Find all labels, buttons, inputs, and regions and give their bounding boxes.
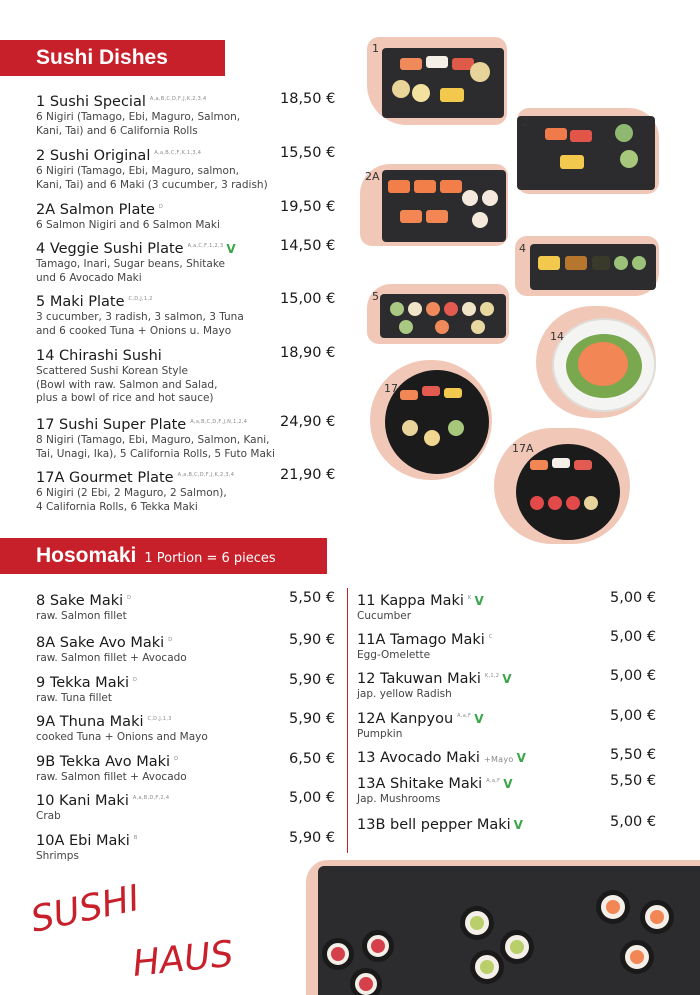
maki-allergen: D — [127, 595, 132, 601]
maki-allergen: D — [174, 756, 179, 762]
maki-allergen: C,D,J,1,3 — [147, 716, 172, 722]
hosomaki-subtitle: 1 Portion = 6 pieces — [144, 550, 276, 566]
maki-name: 11 Kappa Maki — [357, 593, 464, 609]
column-divider — [347, 588, 348, 853]
salmon-maki-center — [606, 900, 620, 914]
dish-desc: 6 Nigiri (Tamago, Ebi, Maguro, salmon, Kani, Tai) and 6 Maki (3 cucumber, 3 radish) — [36, 165, 268, 191]
maki-allergen: C — [488, 634, 493, 640]
roll-piece — [390, 302, 404, 316]
roll-piece — [399, 320, 413, 334]
roll-piece — [462, 190, 478, 206]
maki-9b — [36, 751, 187, 785]
dish-name: 4 Veggie Sushi Plate — [36, 241, 184, 257]
roll-piece — [632, 256, 646, 270]
maki-desc: Crab — [36, 810, 61, 822]
maki-price: 5,90 € — [289, 672, 336, 688]
maki-12 — [357, 668, 512, 702]
maki-10a — [36, 830, 138, 864]
maki-price: 5,90 € — [289, 830, 336, 846]
photo-4-label: 4 — [519, 242, 526, 255]
maki-desc: raw. Salmon fillet + Avocado — [36, 771, 187, 783]
tuna-maki-center — [331, 947, 345, 961]
salmon-maki-center — [630, 950, 644, 964]
maki-desc: raw. Salmon fillet + Avocado — [36, 652, 187, 664]
maki-8a — [36, 632, 187, 666]
roll-piece — [435, 320, 449, 334]
dish-2a — [36, 199, 220, 233]
roll-piece — [620, 150, 638, 168]
inari-piece — [565, 256, 587, 270]
maki-11 — [357, 590, 484, 624]
maki-desc: Pumpkin — [357, 728, 403, 740]
roll-piece — [472, 212, 488, 228]
dish-allergen: A,a,B,C,D,F,J,K,2,3,4 — [149, 96, 207, 102]
nigiri-piece — [552, 458, 570, 468]
maki-name: 10A Ebi Maki — [36, 833, 130, 849]
dish-17 — [36, 414, 275, 461]
nigiri-piece — [592, 256, 610, 270]
maki-price: 5,90 € — [289, 711, 336, 727]
dish-price: 19,50 € — [280, 199, 336, 215]
roll-piece — [530, 496, 544, 510]
roll-piece — [408, 302, 422, 316]
dish-allergen: A,a,C,F,1,2,3 — [187, 243, 224, 249]
photo-2a-label: 2A — [365, 170, 380, 183]
nigiri-piece — [530, 460, 548, 470]
roll-piece — [424, 430, 440, 446]
maki-price: 5,00 € — [610, 668, 657, 684]
avocado-maki-center — [480, 960, 494, 974]
maki-desc: Cucumber — [357, 610, 412, 622]
maki-name: 12 Takuwan Maki — [357, 671, 481, 687]
dish-name: 1 Sushi Special — [36, 94, 146, 110]
tuna-maki-center — [359, 977, 373, 991]
maki-allergen: D — [168, 637, 173, 643]
dish-name: 17A Gourmet Plate — [36, 470, 174, 486]
dish-name: 2 Sushi Original — [36, 148, 151, 164]
photo-17-label: 17 — [384, 382, 398, 395]
hosomaki-title: Hosomaki — [36, 544, 137, 567]
maki-allergen: A,a,F — [457, 713, 472, 719]
nigiri-piece — [574, 460, 592, 470]
dish-price: 21,90 € — [280, 467, 336, 483]
maki-9a — [36, 711, 208, 745]
maki-name: 13B bell pepper Maki — [357, 817, 511, 833]
maki-name: 9B Tekka Avo Maki — [36, 754, 171, 770]
roll-piece — [480, 302, 494, 316]
vegetarian-icon: V — [474, 712, 484, 726]
maki-desc: jap. yellow Radish — [357, 688, 452, 700]
photo-1-label: 1 — [372, 42, 379, 55]
maki-name: 9 Tekka Maki — [36, 675, 130, 691]
dish-name: 14 Chirashi Sushi — [36, 348, 162, 364]
dish-2 — [36, 145, 268, 192]
maki-desc: Shrimps — [36, 850, 79, 862]
maki-13a — [357, 773, 513, 807]
tamago-piece — [444, 388, 462, 398]
roll-piece — [462, 302, 476, 316]
dish-price: 14,50 € — [280, 238, 336, 254]
dish-price: 15,50 € — [280, 145, 336, 161]
maki-11a — [357, 629, 493, 663]
maki-name: 13 Avocado Maki — [357, 750, 480, 766]
nigiri-piece — [400, 210, 422, 223]
maki-8 — [36, 590, 131, 624]
nigiri-piece — [414, 180, 436, 193]
dish-price: 15,00 € — [280, 291, 336, 307]
maki-name: 13A Shitake Maki — [357, 776, 483, 792]
nigiri-piece — [422, 386, 440, 396]
avocado-maki-center — [470, 916, 484, 930]
nigiri-piece — [388, 180, 410, 193]
dish-allergen: A,a,B,C,D,F,J,N,1,2,4 — [190, 419, 248, 425]
roll-piece — [448, 420, 464, 436]
maki-price: 5,00 € — [610, 629, 657, 645]
maki-price: 5,90 € — [289, 632, 336, 648]
maki-name: 9A Thuna Maki — [36, 714, 144, 730]
dish-1 — [36, 91, 240, 138]
photo-14-label: 14 — [550, 330, 564, 343]
dish-14 — [36, 345, 217, 406]
maki-allergen: D — [133, 677, 138, 683]
dish-desc: Scattered Sushi Korean Style (Bowl with raw. Salmon and Salad, plus a bowl of rice and hot sauce) — [36, 365, 218, 404]
dish-desc: 3 cucumber, 3 radish, 3 salmon, 3 Tuna and 6 cooked Tuna + Onions u. Mayo — [36, 311, 244, 337]
maki-desc: Egg-Omelette — [357, 649, 431, 661]
dish-price: 24,90 € — [280, 414, 336, 430]
hosomaki-banner — [0, 538, 327, 574]
photo-17a-label: 17A — [512, 442, 534, 455]
dish-17a — [36, 467, 234, 514]
maki-price: 5,00 € — [289, 790, 336, 806]
maki-name: 12A Kanpyou — [357, 711, 454, 727]
maki-allergen: +Mayo — [483, 755, 514, 764]
dish-desc: 6 Nigiri (Tamago, Ebi, Maguro, Salmon, Kani, Tai) and 6 California Rolls — [36, 111, 241, 137]
dish-allergen: A,a,B,C,F,K,1,3,4 — [154, 150, 202, 156]
nigiri-piece — [440, 180, 462, 193]
dish-name: 5 Maki Plate — [36, 294, 125, 310]
dish-allergen: A,a,B,C,D,F,J,K,2,3,4 — [177, 472, 235, 478]
maki-desc: Jap. Mushrooms — [357, 793, 441, 805]
vegetarian-icon: V — [502, 672, 512, 686]
roll-piece — [471, 320, 485, 334]
maki-price: 5,50 € — [610, 773, 657, 789]
avocado-maki-center — [510, 940, 524, 954]
vegetarian-icon: V — [503, 777, 513, 791]
dish-name: 2A Salmon Plate — [36, 202, 155, 218]
nigiri-piece — [545, 128, 567, 140]
dish-desc: 6 Nigiri (2 Ebi, 2 Maguro, 2 Salmon), 4 California Rolls, 6 Tekka Maki — [36, 487, 227, 513]
salmon-maki-center — [650, 910, 664, 924]
roll-piece — [548, 496, 562, 510]
roll-piece — [412, 84, 430, 102]
sushi-dishes-title: Sushi Dishes — [36, 46, 168, 69]
maki-13 — [357, 747, 526, 766]
sushi-dishes-banner — [0, 40, 225, 76]
dish-allergen: C,D,J,1,2 — [128, 296, 153, 302]
nigiri-piece — [426, 210, 448, 223]
tamago-piece — [440, 88, 464, 102]
dish-desc: Tamago, Inari, Sugar beans, Shitake und 6 Avocado Maki — [36, 258, 226, 284]
vegetarian-icon: V — [516, 751, 526, 765]
salmon — [578, 342, 628, 386]
maki-10 — [36, 790, 169, 824]
roll-piece — [392, 80, 410, 98]
roll-piece — [426, 302, 440, 316]
nigiri-piece — [400, 58, 422, 70]
maki-desc: cooked Tuna + Onions and Mayo — [36, 731, 208, 743]
maki-allergen: A,a,B,D,F,2,4 — [132, 795, 170, 801]
maki-name: 11A Tamago Maki — [357, 632, 485, 648]
roll-piece — [566, 496, 580, 510]
nigiri-piece — [400, 390, 418, 400]
dish-name: 17 Sushi Super Plate — [36, 417, 187, 433]
vegetarian-icon: V — [474, 594, 484, 608]
logo-line-1: SUSHI — [30, 880, 144, 941]
nigiri-piece — [570, 130, 592, 142]
maki-allergen: B — [133, 835, 138, 841]
tuna-maki-center — [371, 939, 385, 953]
maki-12a — [357, 708, 484, 742]
roll-piece — [584, 496, 598, 510]
maki-name: 8 Sake Maki — [36, 593, 124, 609]
vegetarian-icon: V — [226, 242, 236, 256]
roll-piece — [402, 420, 418, 436]
maki-price: 5,00 € — [610, 814, 657, 830]
dish-allergen: D — [158, 204, 164, 210]
maki-desc: raw. Tuna fillet — [36, 692, 112, 704]
maki-9 — [36, 672, 137, 706]
photo-5-label: 5 — [372, 290, 379, 303]
dish-desc: 8 Nigiri (Tamago, Ebi, Maguro, Salmon, Kani, Tai, Unagi, Ika), 5 California Rolls, 5 Futo Maki — [36, 434, 275, 460]
maki-price: 5,00 € — [610, 708, 657, 724]
roll-piece — [615, 124, 633, 142]
vegetarian-icon: V — [513, 818, 523, 832]
roll-piece — [482, 190, 498, 206]
roll-piece — [444, 302, 458, 316]
maki-allergen: A,a,F — [486, 778, 501, 784]
roll-piece — [614, 256, 628, 270]
maki-name: 8A Sake Avo Maki — [36, 635, 165, 651]
maki-allergen: K,1,2 — [484, 673, 500, 679]
dish-price: 18,90 € — [280, 345, 336, 361]
maki-price: 5,00 € — [610, 590, 657, 606]
sushi-haus-logo — [30, 880, 270, 994]
maki-price: 5,50 € — [289, 590, 336, 606]
roll-piece — [470, 62, 490, 82]
maki-desc: raw. Salmon fillet — [36, 610, 127, 622]
maki-price: 5,50 € — [610, 747, 657, 763]
tamago-piece — [538, 256, 560, 270]
maki-allergen: K — [467, 595, 472, 601]
dish-5 — [36, 291, 244, 338]
tamago-piece — [560, 155, 584, 169]
maki-name: 10 Kani Maki — [36, 793, 129, 809]
dish-price: 18,50 € — [280, 91, 336, 107]
photo-2-label: 2 — [522, 116, 529, 129]
logo-svg — [30, 880, 270, 990]
maki-13b — [357, 814, 523, 833]
logo-line-2: HAUS — [130, 933, 236, 985]
nigiri-piece — [426, 56, 448, 68]
dish-4 — [36, 238, 236, 285]
dish-desc: 6 Salmon Nigiri and 6 Salmon Maki — [36, 219, 220, 231]
maki-price: 6,50 € — [289, 751, 336, 767]
